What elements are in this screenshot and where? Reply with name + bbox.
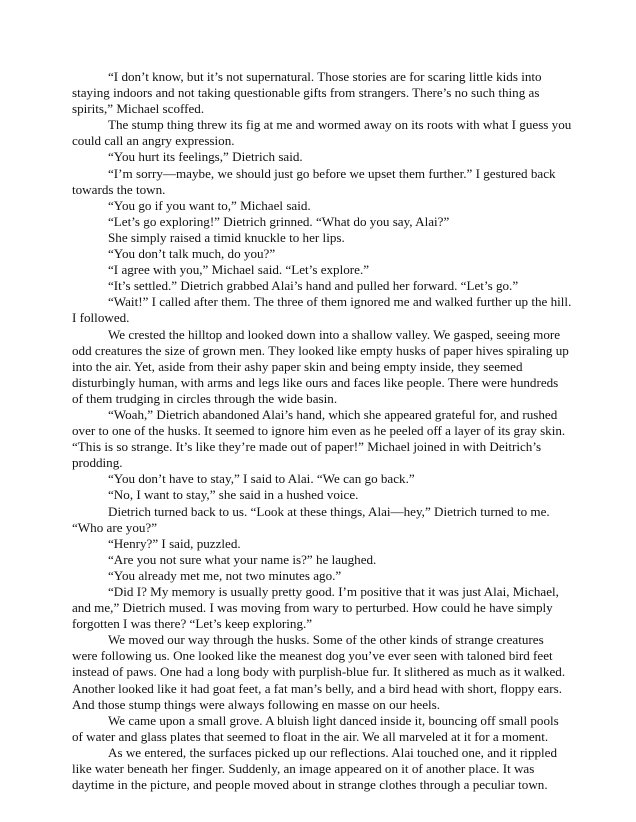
- paragraph: “Did I? My memory is usually pretty good. I’m positive that it was just Alai, Michael, and me,” Dietrich mused. I was moving from wary to perturbed. How could he have simply forgotten I was there? “Let’s keep exploring.”: [72, 584, 559, 632]
- paragraph: “No, I want to stay,” she said in a hushed voice.: [108, 487, 359, 503]
- paragraph: “You don’t have to stay,” I said to Alai. “We can go back.”: [108, 471, 415, 487]
- paragraph: “Let’s go exploring!” Dietrich grinned. “What do you say, Alai?”: [108, 213, 450, 229]
- paragraph: “Are you not sure what your name is?” he laughed.: [108, 551, 377, 567]
- paragraph: We crested the hilltop and looked down into a shallow valley. We gasped, seeing more odd creatures the size of grown men. They looked like empty husks of paper hives spiraling up into the air. Yet, aside from their ashy paper skin and being empty inside, they seemed disturbingly human, with arms and legs like ours and faces like people. There were hundreds of them trudging in circles through the wide basin.: [72, 326, 569, 406]
- paragraph: “Woah,” Dietrich abandoned Alai’s hand, which she appeared grateful for, and rushed over to one of the husks. It seemed to ignore him even as he peeled off a layer of its gray skin. “This is so strange. It’s like they’re made out of paper!” Michael joined in with Deitrich’s prodding.: [72, 406, 566, 471]
- document-page: [72, 69, 572, 793]
- paragraph: “Wait!” I called after them. The three of them ignored me and walked further up the hill. I followed.: [72, 294, 572, 326]
- paragraph: “I agree with you,” Michael said. “Let’s explore.”: [108, 262, 370, 278]
- paragraph: The stump thing threw its fig at me and wormed away on its roots with what I guess you could call an angry expression.: [72, 117, 572, 149]
- paragraph: “I’m sorry—maybe, we should just go before we upset them further.” I gestured back towards the town.: [72, 165, 556, 197]
- paragraph: “You go if you want to,” Michael said.: [108, 197, 311, 213]
- paragraph: “You don’t talk much, do you?”: [108, 246, 276, 262]
- paragraph: As we entered, the surfaces picked up our reflections. Alai touched one, and it rippled like water beneath her finger. Suddenly, an image appeared on it of another place. It was daytime in the picture, and people moved about in strange clothes through a peculiar town.: [72, 744, 558, 793]
- paragraph: She simply raised a timid knuckle to her lips.: [108, 229, 345, 245]
- paragraph: “It’s settled.” Dietrich grabbed Alai’s hand and pulled her forward. “Let’s go.”: [108, 278, 519, 294]
- paragraph: We moved our way through the husks. Some of the other kinds of strange creatures were following us. One looked like the meanest dog you’ve ever seen with taloned bird feet instead of paws. One had a long body with purplish-blue fur. It slithered as much as it walked. Another looked like it had goat feet, a fat man’s belly, and a bird head with short, floppy ears. And those stump things were always following en masse on our heels.: [72, 632, 566, 712]
- paragraph: “You already met me, not two minutes ago.”: [108, 567, 342, 583]
- paragraph: “Henry?” I said, puzzled.: [108, 535, 241, 551]
- paragraph: Dietrich turned back to us. “Look at these things, Alai—hey,” Dietrich turned to me. “Who are you?”: [72, 503, 550, 535]
- paragraph: “I don’t know, but it’s not supernatural. Those stories are for scaring little kids into staying indoors and not taking questionable gifts from strangers. There’s no such thing as spirits,” Michael scoffed.: [72, 69, 542, 117]
- paragraph: We came upon a small grove. A bluish light danced inside it, bouncing off small pools of water and glass plates that seemed to float in the air. We all marveled at it for a moment.: [72, 712, 559, 744]
- paragraph: “You hurt its feelings,” Dietrich said.: [108, 149, 303, 165]
